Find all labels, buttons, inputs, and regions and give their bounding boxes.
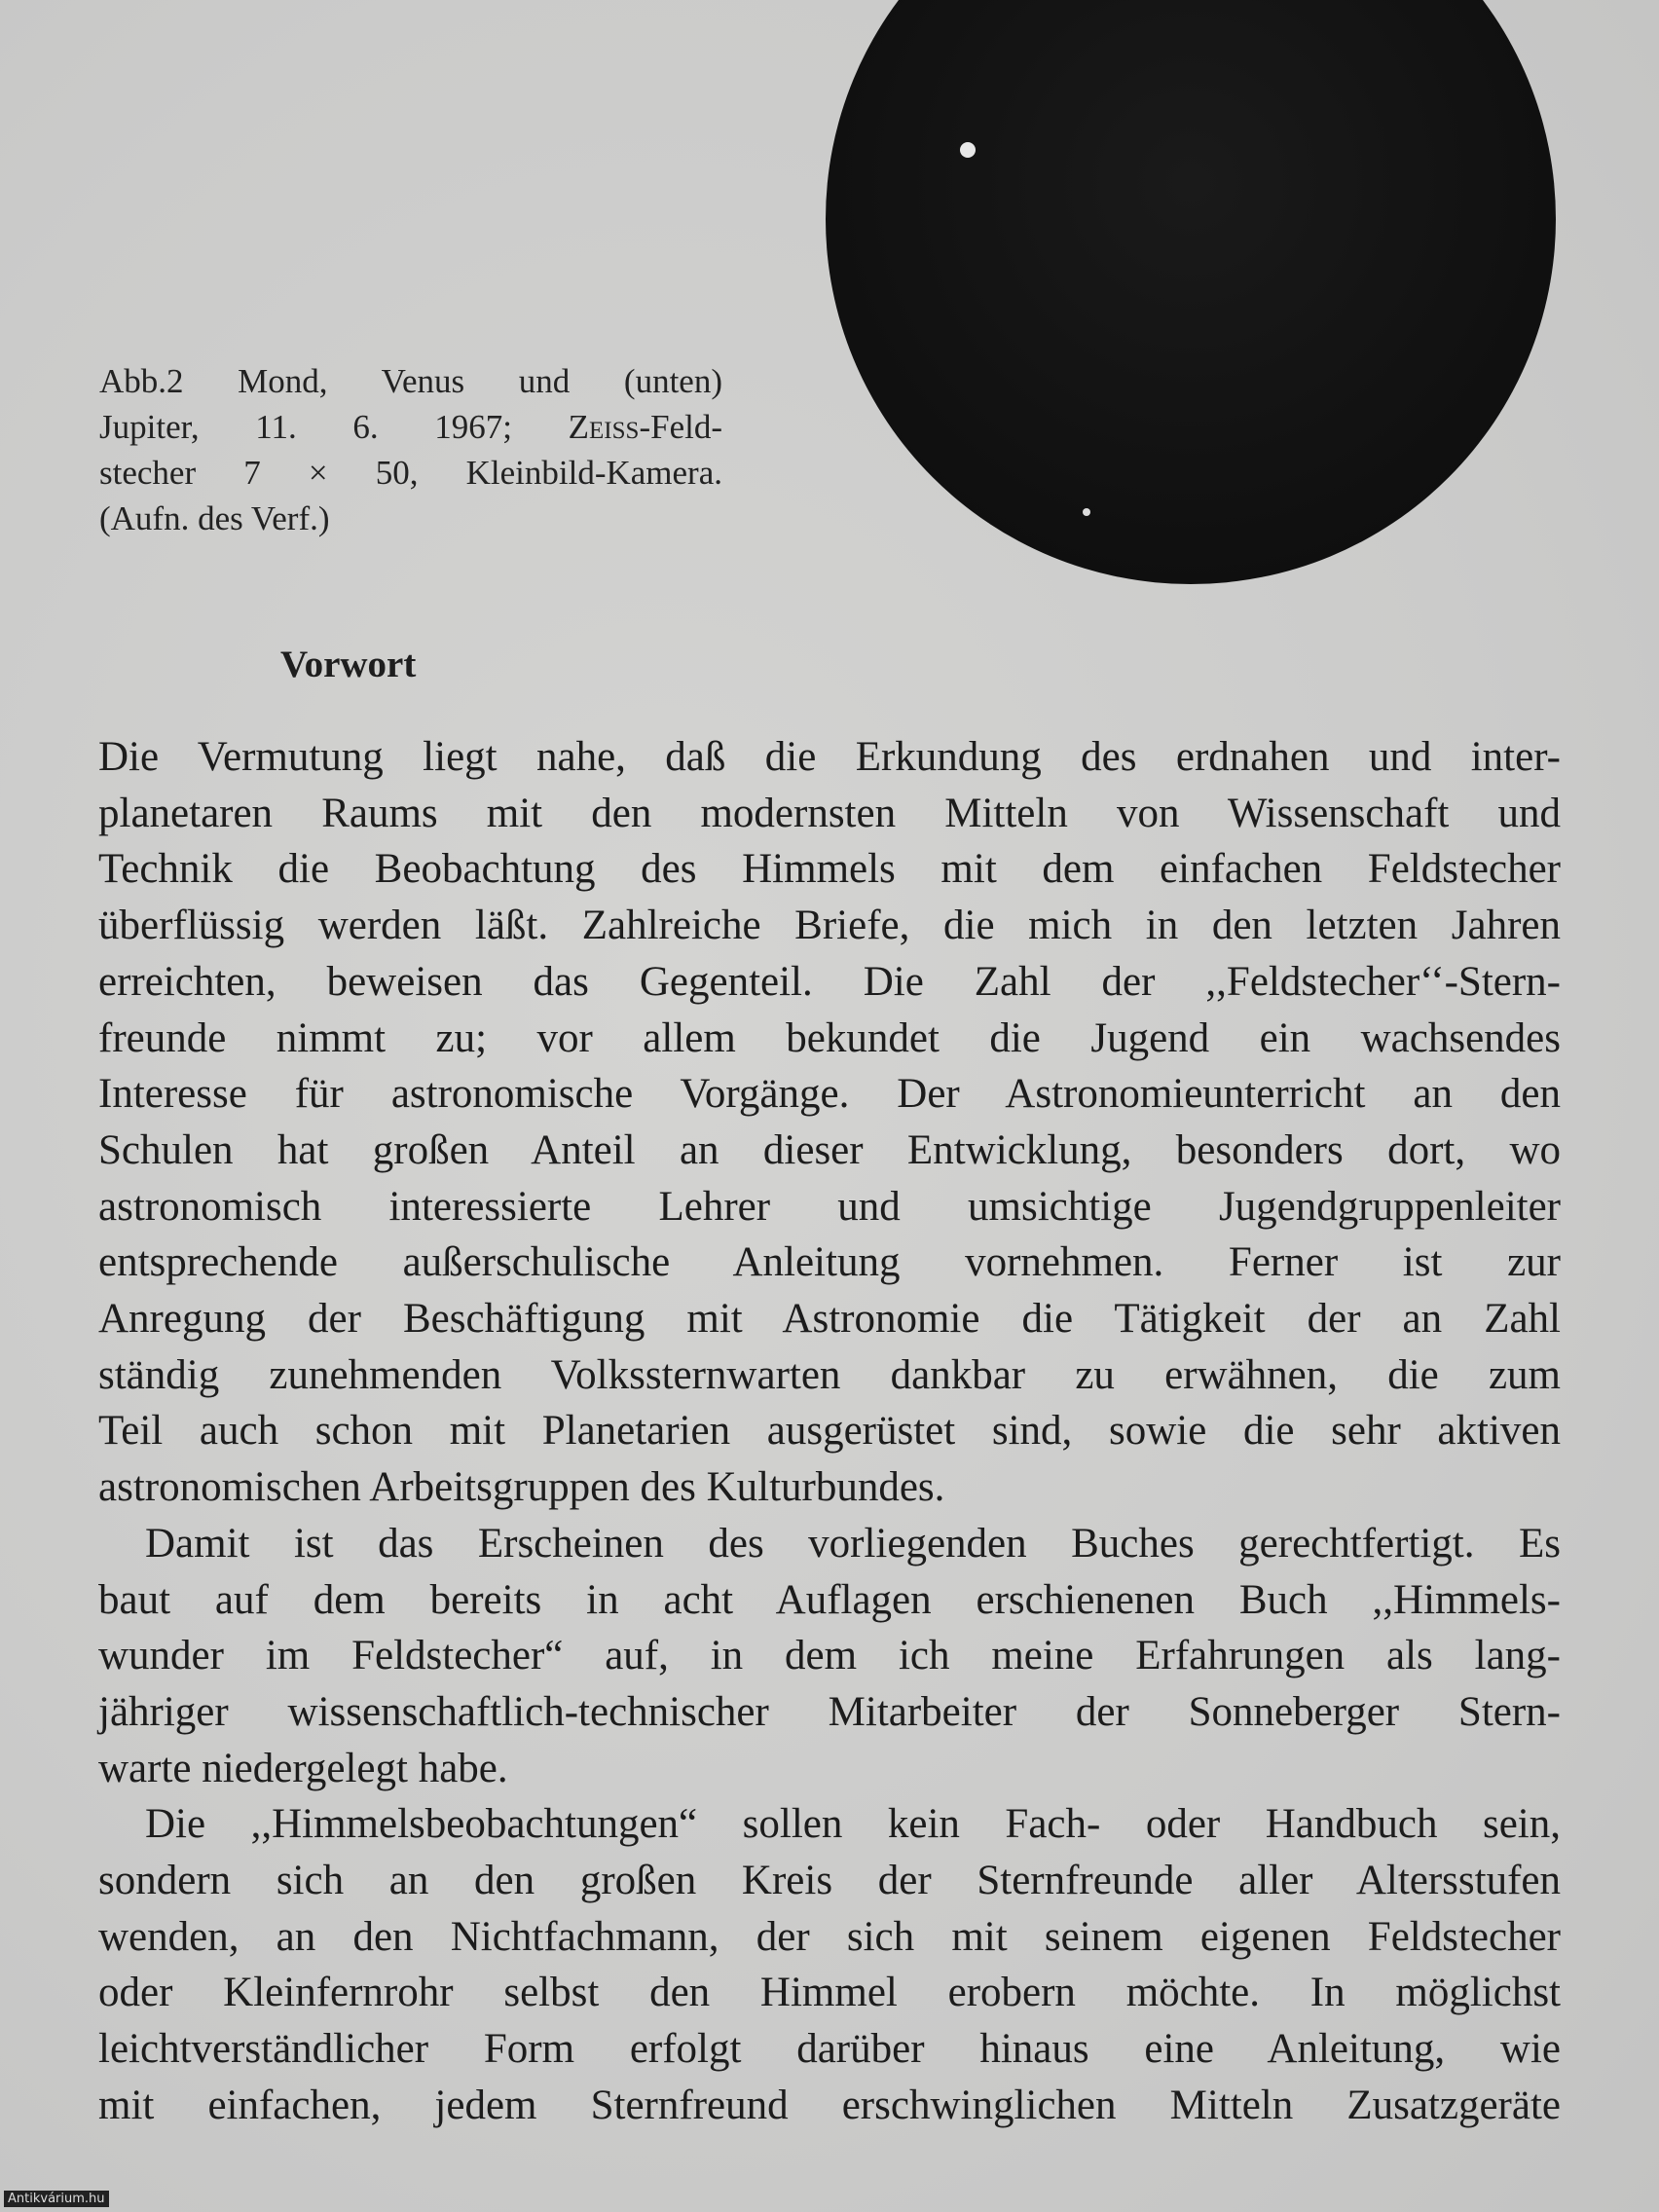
- text-line: überflüssig werden läßt. Zahlreiche Briefe, die mich in den letzten Jahren: [98, 903, 1561, 949]
- watermark: Antikvárium.hu: [4, 2191, 109, 2207]
- preface-text: [98, 729, 1561, 2134]
- text-line: freunde nimmt zu; vor allem bekundet die Jugend ein wachsendes: [98, 1014, 1561, 1061]
- binocular-field-of-view: [826, 0, 1556, 584]
- text-line: wunder im Feldstecher“ auf, in dem ich meine Erfahrungen als lang-: [98, 1633, 1561, 1679]
- caption-line-4: (Aufn. des Verf.): [99, 499, 330, 537]
- text-line: oder Kleinfernrohr selbst den Himmel erobern möchte. In möglichst: [98, 1970, 1561, 2016]
- text-line: astronomischen Arbeitsgruppen des Kulturbundes.: [98, 1464, 945, 1511]
- text-line: jähriger wissenschaftlich-technischer Mitarbeiter der Sonneberger Stern-: [98, 1688, 1561, 1735]
- text-line: Die Vermutung liegt nahe, daß die Erkundung des erdnahen und inter-: [98, 734, 1561, 780]
- text-line: Die ,,Himmelsbeobachtungen“ sollen kein Fach- oder Handbuch sein,: [145, 1801, 1561, 1848]
- text-line: Schulen hat großen Anteil an dieser Entwicklung, besonders dort, wo: [98, 1126, 1561, 1173]
- text-line: wenden, an den Nichtfachmann, der sich mit seinem eigenen Feldstecher: [98, 1913, 1561, 1960]
- caption-line-2: Jupiter, 11. 6. 1967; Zeiss-Feld-: [99, 408, 722, 446]
- text-line: planetaren Raums mit den modernsten Mitteln von Wissenschaft und: [98, 790, 1561, 836]
- section-heading: Vorwort: [280, 644, 417, 685]
- text-line: sondern sich an den großen Kreis der Sternfreunde aller Altersstufen: [98, 1858, 1561, 1904]
- text-line: ständig zunehmenden Volkssternwarten dankbar zu erwähnen, die zum: [98, 1351, 1561, 1398]
- night-sky-photo: [826, 0, 1556, 584]
- caption-brand: Zeiss-Feld-: [568, 408, 722, 446]
- text-line: astronomisch interessierte Lehrer und umsichtige Jugendgruppenleiter: [98, 1183, 1561, 1230]
- text-line: mit einfachen, jedem Sternfreund erschwinglichen Mitteln Zusatzgeräte: [98, 2082, 1561, 2128]
- jupiter-dot: [1083, 508, 1090, 516]
- text-line: entsprechende außerschulische Anleitung vornehmen. Ferner ist zur: [98, 1239, 1561, 1286]
- text-line: Teil auch schon mit Planetarien ausgerüstet sind, sowie die sehr aktiven: [98, 1408, 1561, 1455]
- figure-caption: [99, 358, 722, 541]
- caption-line-1: Abb.2 Mond, Venus und (unten): [99, 362, 722, 400]
- caption-line-3: stecher 7 × 50, Kleinbild-Kamera.: [99, 454, 722, 492]
- text-line: Interesse für astronomische Vorgänge. Der Astronomieunterricht an den: [98, 1071, 1561, 1118]
- venus-dot: [960, 142, 976, 158]
- text-line: Technik die Beobachtung des Himmels mit dem einfachen Feldstecher: [98, 846, 1561, 893]
- text-line: erreichten, beweisen das Gegenteil. Die Zahl der ,,Feldstecher‘‘-Stern-: [98, 958, 1561, 1005]
- text-line: leichtverständlicher Form erfolgt darüber hinaus eine Anleitung, wie: [98, 2026, 1561, 2073]
- text-line: Anregung der Beschäftigung mit Astronomie die Tätigkeit der an Zahl: [98, 1296, 1561, 1343]
- text-line: baut auf dem bereits in acht Auflagen erschienenen Buch ,,Himmels-: [98, 1576, 1561, 1623]
- text-line: warte niedergelegt habe.: [98, 1745, 508, 1791]
- text-line: Damit ist das Erscheinen des vorliegenden Buches gerechtfertigt. Es: [145, 1520, 1561, 1567]
